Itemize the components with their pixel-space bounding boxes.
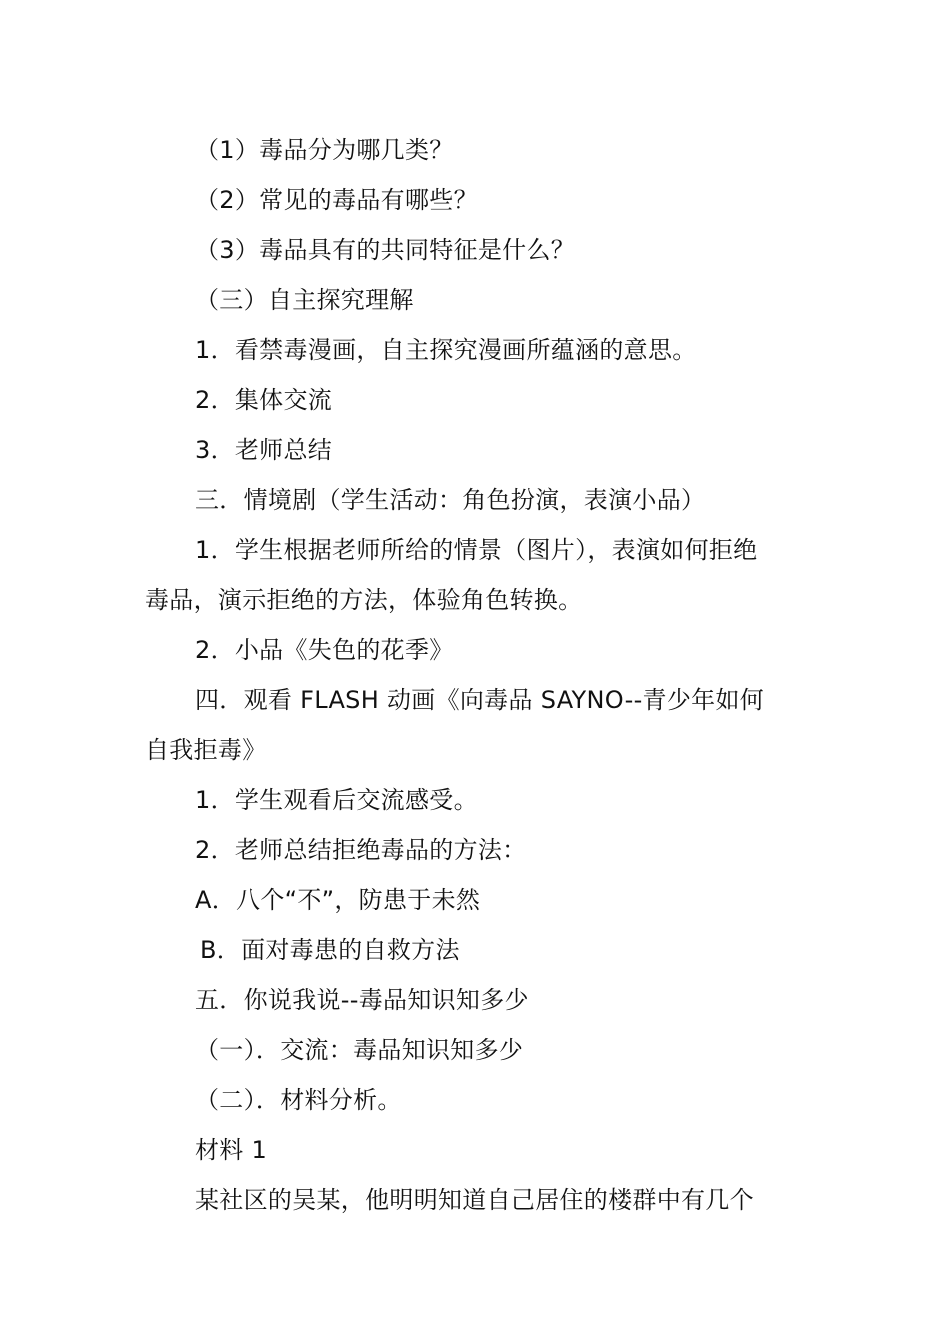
paragraph-line: 1．学生根据老师所给的情景（图片），表演如何拒绝 [195,536,758,564]
paragraph-line: 1．学生观看后交流感受。 [195,786,478,814]
paragraph-line: 自我拒毒》 [145,736,267,764]
paragraph-line: 毒品，演示拒绝的方法，体验角色转换。 [145,586,583,614]
paragraph-line: 1．看禁毒漫画，自主探究漫画所蕴涵的意思。 [195,336,697,364]
question-3: （3）毒品具有的共同特征是什么？ [195,236,576,264]
paragraph-line: 3．老师总结 [195,436,333,464]
paragraph-line: 2．小品《失色的花季》 [195,636,454,664]
section-heading: 四．观看 FLASH 动画《向毒品 SAYNO--青少年如何 [195,686,765,714]
paragraph-line: 某社区的吴某，他明明知道自己居住的楼群中有几个 [195,1186,754,1214]
paragraph-line: 2．老师总结拒绝毒品的方法： [195,836,527,864]
paragraph-line: A．八个“不”，防患于未然 [195,886,481,914]
section-heading: 三．情境剧（学生活动：角色扮演，表演小品） [195,486,706,514]
paragraph-line: 2．集体交流 [195,386,333,414]
section-heading: （三）自主探究理解 [195,286,414,314]
question-2: （2）常见的毒品有哪些？ [195,186,478,214]
paragraph-line: B．面对毒患的自救方法 [200,936,460,964]
section-heading: 五．你说我说--毒品知识知多少 [195,986,529,1014]
paragraph-line: （一）．交流：毒品知识知多少 [195,1036,524,1064]
material-label: 材料 1 [195,1136,268,1164]
paragraph-line: （二）．材料分析。 [195,1086,402,1114]
question-1: （1）毒品分为哪几类？ [195,136,454,164]
